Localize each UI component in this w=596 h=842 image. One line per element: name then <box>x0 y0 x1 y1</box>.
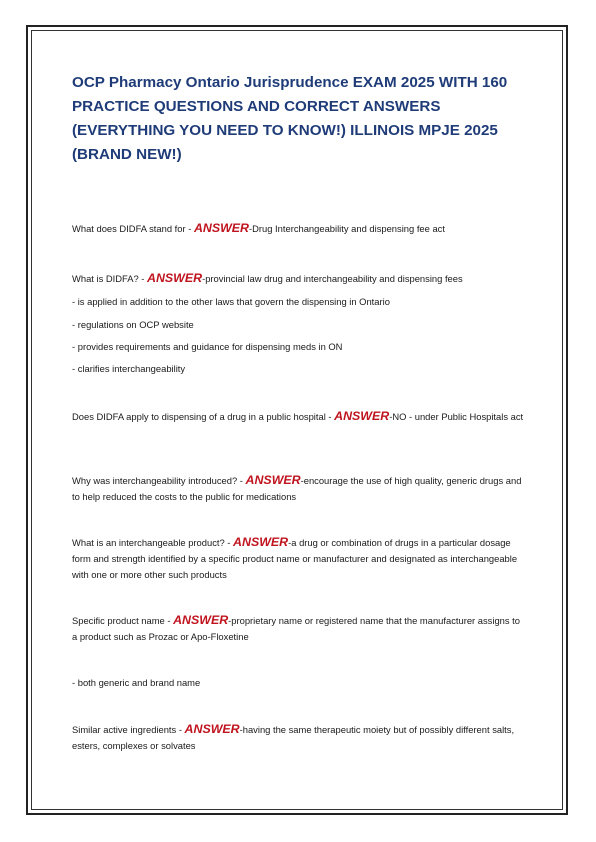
question-text: Why was interchangeability introduced? - <box>72 475 246 486</box>
question-text: Specific product name - <box>72 615 174 626</box>
bullet-point: - clarifies interchangeability <box>72 363 186 374</box>
qa-item <box>72 472 526 505</box>
question-text: Similar active ingredients - <box>72 724 185 735</box>
question-text: What is an interchangeable product? - <box>72 537 234 548</box>
qa-item <box>72 612 526 645</box>
document-title: OCP Pharmacy Ontario Jurisprudence EXAM 2025 WITH 160 PRACTICE QUESTIONS AND CORRECT ANSWERS (EVERYTHING YOU NEED TO KNOW!) ILLINOIS MPJE 2025 (BRAND NEW!) <box>72 74 508 163</box>
qa-item <box>72 408 526 425</box>
bullet-point: - provides requirements and guidance for dispensing meds in ON <box>72 341 343 352</box>
answer-label: ANSWER <box>147 271 203 285</box>
qa-item <box>72 270 526 287</box>
answer-label: ANSWER <box>184 722 240 736</box>
qa-item <box>72 721 526 754</box>
bullet-point: - is applied in addition to the other laws that govern the dispensing in Ontario <box>72 296 390 307</box>
answer-text: -NO - under Public Hospitals act <box>389 411 524 422</box>
answer-text: -Drug Interchangeability and dispensing fee act <box>249 223 445 234</box>
qa-item <box>72 220 526 237</box>
answer-text: -encourage the use of high quality, generic drugs and to help reduced the costs to the public for medications <box>72 475 522 502</box>
answer-label: ANSWER <box>173 613 229 627</box>
answer-text: -a drug or combination of drugs in a particular dosage form and strength identified by a specific product name or manufacturer and designated as interchangeable with one or more other such products <box>72 537 518 580</box>
answer-text: -having the same therapeutic moiety but of possibly different salts, esters, complexes or solvates <box>72 724 515 751</box>
question-text: Does DIDFA apply to dispensing of a drug in a public hospital - <box>72 411 335 422</box>
answer-text: -provincial law drug and interchangeability and dispensing fees <box>202 273 463 284</box>
answer-label: ANSWER <box>334 409 390 423</box>
answer-label: ANSWER <box>245 473 301 487</box>
qa-item <box>72 534 526 583</box>
answer-label: ANSWER <box>233 535 289 549</box>
question-text: What is DIDFA? - <box>72 273 148 284</box>
question-text: What does DIDFA stand for - <box>72 223 194 234</box>
bullet-point: - both generic and brand name <box>72 677 201 688</box>
bullet-point: - regulations on OCP website <box>72 319 194 330</box>
answer-label: ANSWER <box>193 221 250 235</box>
answer-text: -proprietary name or registered name that the manufacturer assigns to a product such as Prozac or Apo-Floxetine <box>72 615 520 642</box>
